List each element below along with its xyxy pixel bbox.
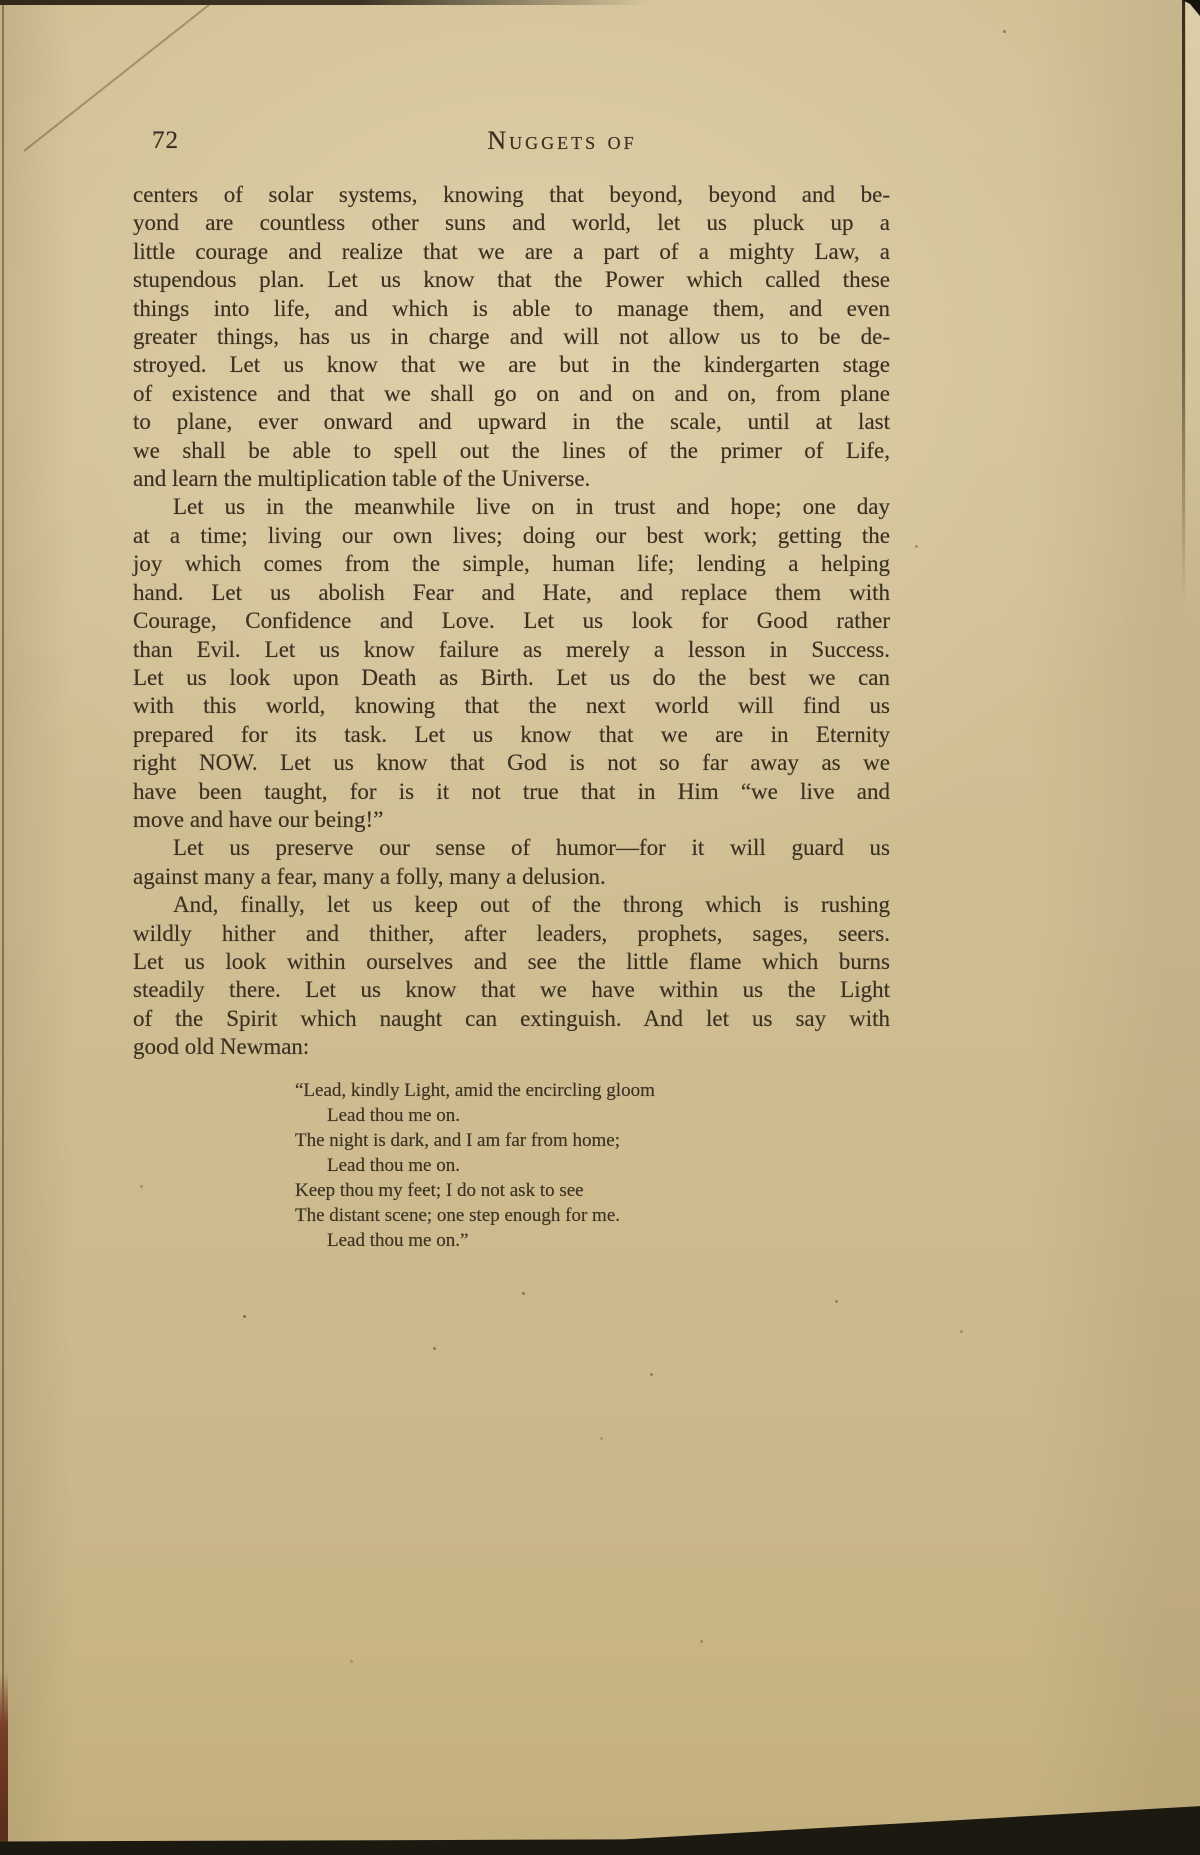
paragraph — [133, 493, 890, 834]
paragraph — [133, 181, 890, 493]
poem-line: Lead thou me on. — [327, 1104, 460, 1126]
text-line: we shall be able to spell out the lines of the primer of Life, — [133, 437, 890, 463]
page-edge-highlight — [1186, 0, 1200, 640]
text-line: at a time; living our own lives; doing our best work; getting the — [133, 522, 890, 548]
text-line: than Evil. Let us know failure as merely a lesson in Success. — [133, 636, 890, 662]
poem-line: Keep thou my feet; I do not ask to see — [295, 1179, 584, 1201]
page-number: 72 — [152, 127, 179, 154]
text-line: hand. Let us abolish Fear and Hate, and replace them with — [133, 579, 890, 605]
poem-line: Lead thou me on.” — [327, 1229, 469, 1251]
page-edge-line — [1182, 0, 1185, 600]
text-line: prepared for its task. Let us know that we are in Eternity — [133, 721, 890, 747]
text-line: yond are countless other suns and world, let us pluck up a — [133, 210, 890, 236]
top-edge-shadow — [0, 0, 650, 5]
text-line: against many a fear, many a folly, many a delusion. — [133, 863, 606, 889]
poem — [133, 1078, 890, 1253]
text-line: move and have our being!” — [133, 806, 384, 832]
paper-crease — [23, 0, 216, 152]
text-line: joy which comes from the simple, human life; lending a helping — [133, 551, 890, 577]
text-line: Let us preserve our sense of humor—for it will guard us — [173, 835, 890, 861]
text-line: have been taught, for is it not true that in Him “we live and — [133, 778, 890, 804]
text-line: with this world, knowing that the next world will find us — [133, 693, 890, 719]
body-text — [133, 181, 890, 1253]
text-line: greater things, has us in charge and will not allow us to be de- — [133, 324, 890, 350]
scan-specks — [0, 0, 3, 3]
text-line: of existence and that we shall go on and on and on, from plane — [133, 380, 890, 406]
paragraph — [133, 891, 890, 1061]
text-line: things into life, and which is able to manage them, and even — [133, 295, 890, 321]
text-line: little courage and realize that we are a part of a mighty Law, a — [133, 238, 890, 264]
text-line: Courage, Confidence and Love. Let us look for Good rather — [133, 608, 890, 634]
text-line: stupendous plan. Let us know that the Power which called these — [133, 267, 890, 293]
text-line: stroyed. Let us know that we are but in the kindergarten stage — [133, 352, 890, 378]
text-line: and learn the multiplication table of the Universe. — [133, 466, 591, 492]
text-line: And, finally, let us keep out of the throng which is rushing — [173, 892, 890, 918]
poem-line: The distant scene; one step enough for me. — [295, 1204, 621, 1226]
text-line: to plane, ever onward and upward in the scale, until at last — [133, 409, 890, 435]
poem-line: Lead thou me on. — [327, 1154, 460, 1176]
text-line: of the Spirit which naught can extinguish. And let us say with — [133, 1005, 890, 1031]
text-line: Let us in the meanwhile live on in trust and hope; one day — [173, 494, 890, 520]
text-line: wildly hither and thither, after leaders, prophets, sages, seers. — [133, 920, 890, 946]
poem-line: “Lead, kindly Light, amid the encircling gloom — [295, 1079, 655, 1101]
text-line: centers of solar systems, knowing that beyond, beyond and be- — [133, 182, 890, 207]
paragraph — [133, 834, 890, 891]
bottom-edge-shadow — [0, 1803, 1200, 1855]
binding-edge — [0, 1673, 8, 1843]
running-header: Nuggets of — [487, 126, 637, 155]
gutter-crease — [2, 0, 4, 1855]
poem-line: The night is dark, and I am far from home; — [295, 1129, 621, 1151]
text-line: Let us look upon Death as Birth. Let us do the best we can — [133, 664, 890, 690]
text-line: steadily there. Let us know that we have within us the Light — [133, 977, 890, 1003]
text-line: good old Newman: — [133, 1034, 310, 1060]
text-line: Let us look within ourselves and see the little flame which burns — [133, 948, 890, 974]
text-line: right NOW. Let us know that God is not so far away as we — [133, 750, 890, 776]
